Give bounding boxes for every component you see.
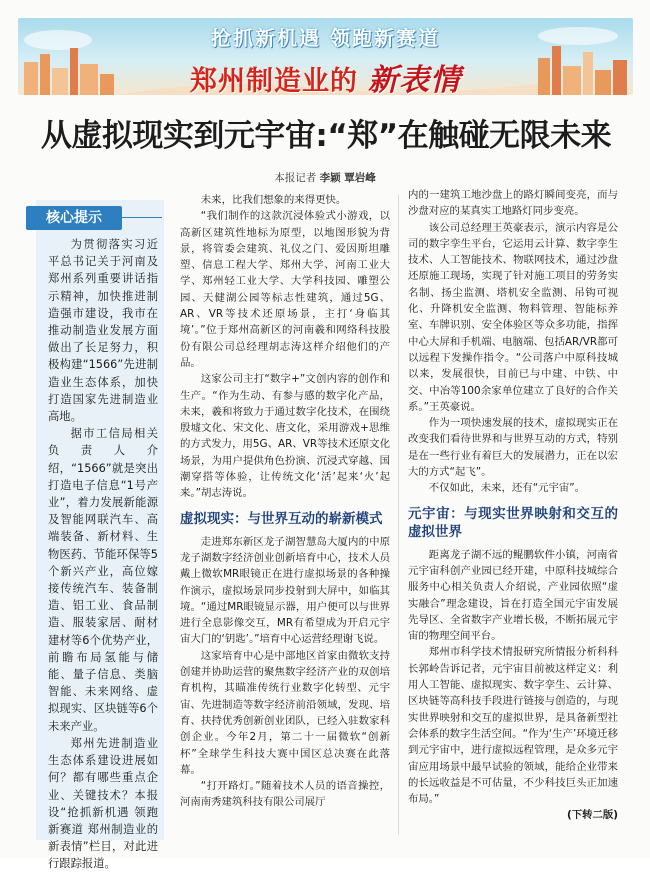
body-paragraph: 郑州市科学技术情报研究所情报分析科科长郭岭告诉记者，元宇宙目前被这样定义：利用人工智能、虚拟现实、数字孪生、云计算、区块链等高科技手段进行链接与创造的，与现实世界映射和交互的虚拟世界，是具备新型社会体系的数字生活空间。“作为‘生产’环境迁移到元宇宙中，进行虚拟远程管理，是众多元宇宙应用场景中最早试验的领域，能给企业带来的长远收益是不可估量，不少科技巨头正加速布局。” — [408, 646, 618, 806]
body-paragraph: 走进郑东新区龙子湖智慧岛大厦内的中原龙子湖数字经济创业创新培育中心，技术人员戴上微软MR眼镜正在进行虚拟场景的各种操作演示，虚拟场景同步投射到大屏中，如临其境。“通过MR眼镜显示器，用户便可以与世界进行全息影像交互，MR有希望成为开启元宇宙大门的‘钥匙’。”培育中心运营经理谢飞说。 — [180, 535, 390, 646]
article-column-2 — [408, 187, 618, 824]
body-paragraph: 这家培育中心是中部地区首家由微软支持创建并协助运营的聚焦数字经济产业的双创培育机构，其瞄准传统行业数字化转型、元宇宙、先进制造等数字经济前沿领域，发现、培育、扶持优秀创新创业团队，已经入驻数家科创企业。今年2月，第二十一届微软“创新杯”全球学生科技大赛中国区总决赛在此落幕。 — [180, 649, 390, 776]
banner-column-title — [18, 55, 633, 99]
byline-names: 李颖 覃岩峰 — [319, 172, 376, 184]
body-paragraph: 这家公司主打“数字+”文创内容的创作和生产。“作为生动、有参与感的数字化产品，未来，羲和将致力于通过数字化技术，在围绕殷墟文化、宋文化、唐文化，采用游戏+思维的方式发力，用5G、AR、VR等技术还原文化场景，为用户提供角色扮演、沉浸式穿越、国潮穿搭等体验，让传统文化‘活’起来‘火’起来。”胡志涛说。 — [180, 373, 390, 500]
body-paragraph: “我们制作的这款沉浸体验式小游戏，以高新区建筑性地标为原型，以地图形貌为背景，将管委会建筑、礼仪之门、爱因斯坦雕塑、信息工程大学、郑州大学、河南工业大学、郑州轻工业大学、大学科技园、雕塑公园、天健湖公园等标志性建筑，通过5G、AR、VR等技术还原场景，主打‘身临其境’。”位于郑州高新区的河南羲和网络科技股份有限公司总经理胡志涛这样介绍他们的产品。 — [180, 210, 390, 369]
banner-title-emphasis: 新表情 — [368, 63, 461, 98]
body-paragraph: 未来，比我们想象的来得更快。 — [200, 194, 347, 206]
summary-paragraph: 据市工信局相关负责人介绍，“1566”就是突出打造电子信息“1号产业”，着力发展新能源及智能网联汽车、高端装备、新材料、生物医药、节能环保等5个新兴产业，高位嫁接传统汽车、装备制造、铝工业、食品制造、服装家居、耐材建材等6个优势产业，前瞻布局氢能与储能、量子信息、类脑智能、未来网络、虚拟现实、区块链等6个未来产业。 — [48, 427, 158, 733]
continued-notice[interactable]: (下转二版) — [566, 809, 618, 822]
byline-prefix: 本报记者 — [274, 172, 317, 184]
section-subheading-vr: 虚拟现实：与世界互动的崭新模式 — [180, 510, 383, 527]
body-paragraph: 该公司总经理王英豪表示，演示内容是公司的数字孪生平台，它运用云计算、数字孪生技术、人工智能技术、物联网技术，通过沙盘还原施工现场，实现了针对施工项目的劳务实名制、扬尘监测、塔机安全监测、吊钩可视化、升降机安全监测、物料管理、智能标养室、车牌识别、安全体验区等众多功能，指挥中心大屏和手机端、电脑端、包括AR/VR都可以远程下发操作指令。“公司落户中原科技城以来，发展很快，目前已与中建、中铁、中交、中冶等100余家单位建立了良好的合作关系。”王英豪说。 — [408, 221, 618, 413]
column-divider — [398, 195, 399, 835]
body-paragraph: 不仅如此，未来，还有“元宇宙”。 — [428, 482, 586, 495]
key-summary-tag: 核心提示 — [26, 206, 122, 230]
summary-paragraph: 为贯彻落实习近平总书记关于河南及郑州系列重要讲话指示精神，加快推进制造强市建设，我市在推动制造业发展方面做出了长足努力，积极构建“1566”先进制造业生态体系，加快打造国家先进制造业高地。 — [48, 238, 158, 424]
section-subheading-metaverse: 元宇宙：与现实世界映射和交互的虚拟世界 — [408, 505, 618, 540]
key-summary-rule — [122, 217, 162, 218]
summary-paragraph: 郑州先进制造业生态体系建设进展如何？都有哪些重点企业、关键技术？本报设“抢抓新机遇 领跑新赛道 郑州制造业的新表情”栏目，对此进行跟踪报道。 — [48, 736, 158, 871]
body-paragraph: 距离龙子湖不远的鲲鹏软件小镇，河南省元宇宙科创产业园已经开建，中原科技城综合服务中心相关负责人介绍说，产业园依照“虚实融合”理念建设，旨在打造全国元宇宙发展先导区、全省数字产业增长极，不断拓展元宇宙的物理空间平台。 — [408, 548, 618, 643]
banner-title-text: 郑州制造业的 — [190, 66, 358, 97]
article-column-1 — [180, 192, 390, 811]
section-banner — [18, 18, 633, 98]
body-paragraph: 内的一建筑工地沙盘上的路灯瞬间变亮，而与沙盘对应的某真实工地路灯同步变亮。 — [408, 189, 618, 218]
key-summary-text — [48, 236, 158, 873]
article-headline: 从虚拟现实到元宇宙:“郑”在触碰无限未来 — [40, 118, 612, 154]
article-byline — [0, 170, 650, 185]
banner-top-slogan: 抢抓新机遇 领跑新赛道 — [211, 26, 440, 50]
body-paragraph: “打开路灯。”随着技术人员的语音操控，河南南秀建筑科技有限公司展厅 — [180, 780, 390, 809]
body-paragraph: 作为一项快速发展的技术，虚拟现实正在改变我们看待世界和与世界互动的方式，特别是在一些行业有着巨大的发展潜力，正在以宏大的方式“起飞”。 — [408, 417, 618, 479]
